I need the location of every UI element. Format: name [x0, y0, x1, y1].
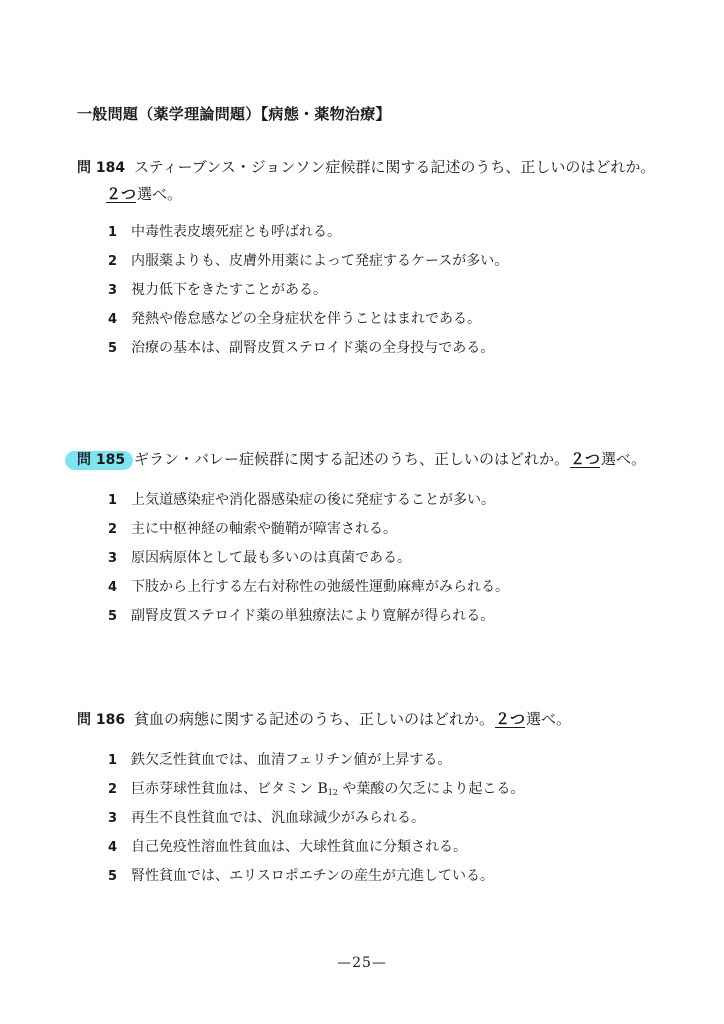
option-text: 鉄欠乏性貧血では、血清フェリチン値が上昇する。 — [131, 752, 452, 768]
section-header: 一般問題（薬学理論問題）【病態・薬物治療】 — [77, 105, 391, 123]
option-number: 2 — [108, 522, 118, 537]
choose-count: ２つ — [570, 450, 601, 468]
choose-suffix: 選べ。 — [601, 450, 647, 468]
page-number: —25— — [337, 955, 387, 971]
option-item[interactable] — [77, 547, 697, 576]
option-item[interactable] — [77, 807, 697, 836]
choose-count: ２つ — [495, 710, 526, 728]
option-number: 3 — [108, 811, 118, 826]
option-item[interactable] — [77, 221, 697, 250]
option-text: 視力低下をきたすことがある。 — [131, 282, 327, 298]
option-number: 4 — [108, 312, 118, 327]
question-number-highlight: 問 185 — [65, 451, 133, 470]
option-text: 原因病原体として最も多いのは真菌である。 — [131, 550, 411, 566]
question-text: スティーブンス・ジョンソン症候群に関する記述のうち、正しいのはどれか。 — [134, 158, 656, 176]
question-186 — [77, 708, 697, 894]
option-text: 自己免疫性溶血性貧血は、大球性貧血に分類される。 — [131, 839, 467, 855]
question-text: ギラン・バレー症候群に関する記述のうち、正しいのはどれか。２つ選べ。 — [134, 450, 647, 468]
choose-suffix: 選べ。 — [526, 710, 572, 728]
option-text: 内服薬よりも、皮膚外用薬によって発症するケースが多い。 — [131, 253, 509, 269]
option-text: 上気道感染症や消化器感染症の後に発症することが多い。 — [131, 492, 495, 508]
subscript: 12 — [327, 788, 338, 797]
option-list — [77, 749, 697, 894]
option-item[interactable] — [77, 605, 697, 634]
question-number-highlighted — [77, 449, 134, 471]
option-item[interactable] — [77, 749, 697, 778]
option-text: 中毒性表皮壊死症とも呼ばれる。 — [131, 224, 341, 240]
option-list — [77, 221, 697, 366]
option-text: 主に中枢神経の軸索や髄鞘が障害される。 — [131, 521, 397, 537]
option-number: 4 — [108, 580, 118, 595]
question-184 — [77, 156, 697, 366]
option-text: 下肢から上行する左右対称性の弛緩性運動麻痺がみられる。 — [131, 579, 509, 595]
choose-count: ２つ — [106, 185, 137, 203]
option-text: 発熱や倦怠感などの全身症状を伴うことはまれである。 — [131, 311, 481, 327]
option-text: 再生不良性貧血では、汎血球減少がみられる。 — [131, 810, 425, 826]
option-item[interactable] — [77, 518, 697, 547]
option-item[interactable] — [77, 308, 697, 337]
option-text: 巨赤芽球性貧血は、ビタミン $B_{12}$ や葉酸の欠乏により起こる。 — [131, 781, 525, 797]
option-number: 5 — [108, 869, 118, 884]
option-number: 1 — [108, 225, 118, 240]
option-item[interactable] — [77, 250, 697, 279]
option-item[interactable] — [77, 279, 697, 308]
option-number: 5 — [108, 341, 118, 356]
option-number: 1 — [108, 753, 118, 768]
option-number: 4 — [108, 840, 118, 855]
option-item[interactable] — [77, 576, 697, 605]
option-number: 1 — [108, 493, 118, 508]
option-number: 2 — [108, 254, 118, 269]
option-list — [77, 489, 697, 634]
option-item[interactable] — [77, 865, 697, 894]
question-instruction — [77, 183, 697, 205]
option-item[interactable] — [77, 836, 697, 865]
option-item[interactable] — [77, 778, 697, 807]
option-text: 副腎皮質ステロイド薬の単独療法により寛解が得られる。 — [131, 608, 495, 624]
option-item[interactable] — [77, 337, 697, 366]
option-number: 5 — [108, 609, 118, 624]
question-185 — [77, 448, 697, 634]
option-number: 3 — [108, 551, 118, 566]
option-number: 3 — [108, 283, 118, 298]
option-text: 治療の基本は、副腎皮質ステロイド薬の全身投与である。 — [131, 340, 495, 356]
question-stem — [77, 156, 697, 179]
option-item[interactable] — [77, 489, 697, 518]
question-number: 問 186 — [77, 712, 126, 728]
question-number: 問 184 — [77, 160, 126, 176]
option-number: 2 — [108, 782, 118, 797]
question-stem — [77, 448, 697, 471]
choose-suffix: 選べ。 — [137, 185, 183, 203]
question-stem — [77, 708, 697, 731]
option-text: 腎性貧血では、エリスロポエチンの産生が亢進している。 — [131, 868, 495, 884]
question-text: 貧血の病態に関する記述のうち、正しいのはどれか。２つ選べ。 — [134, 710, 572, 728]
